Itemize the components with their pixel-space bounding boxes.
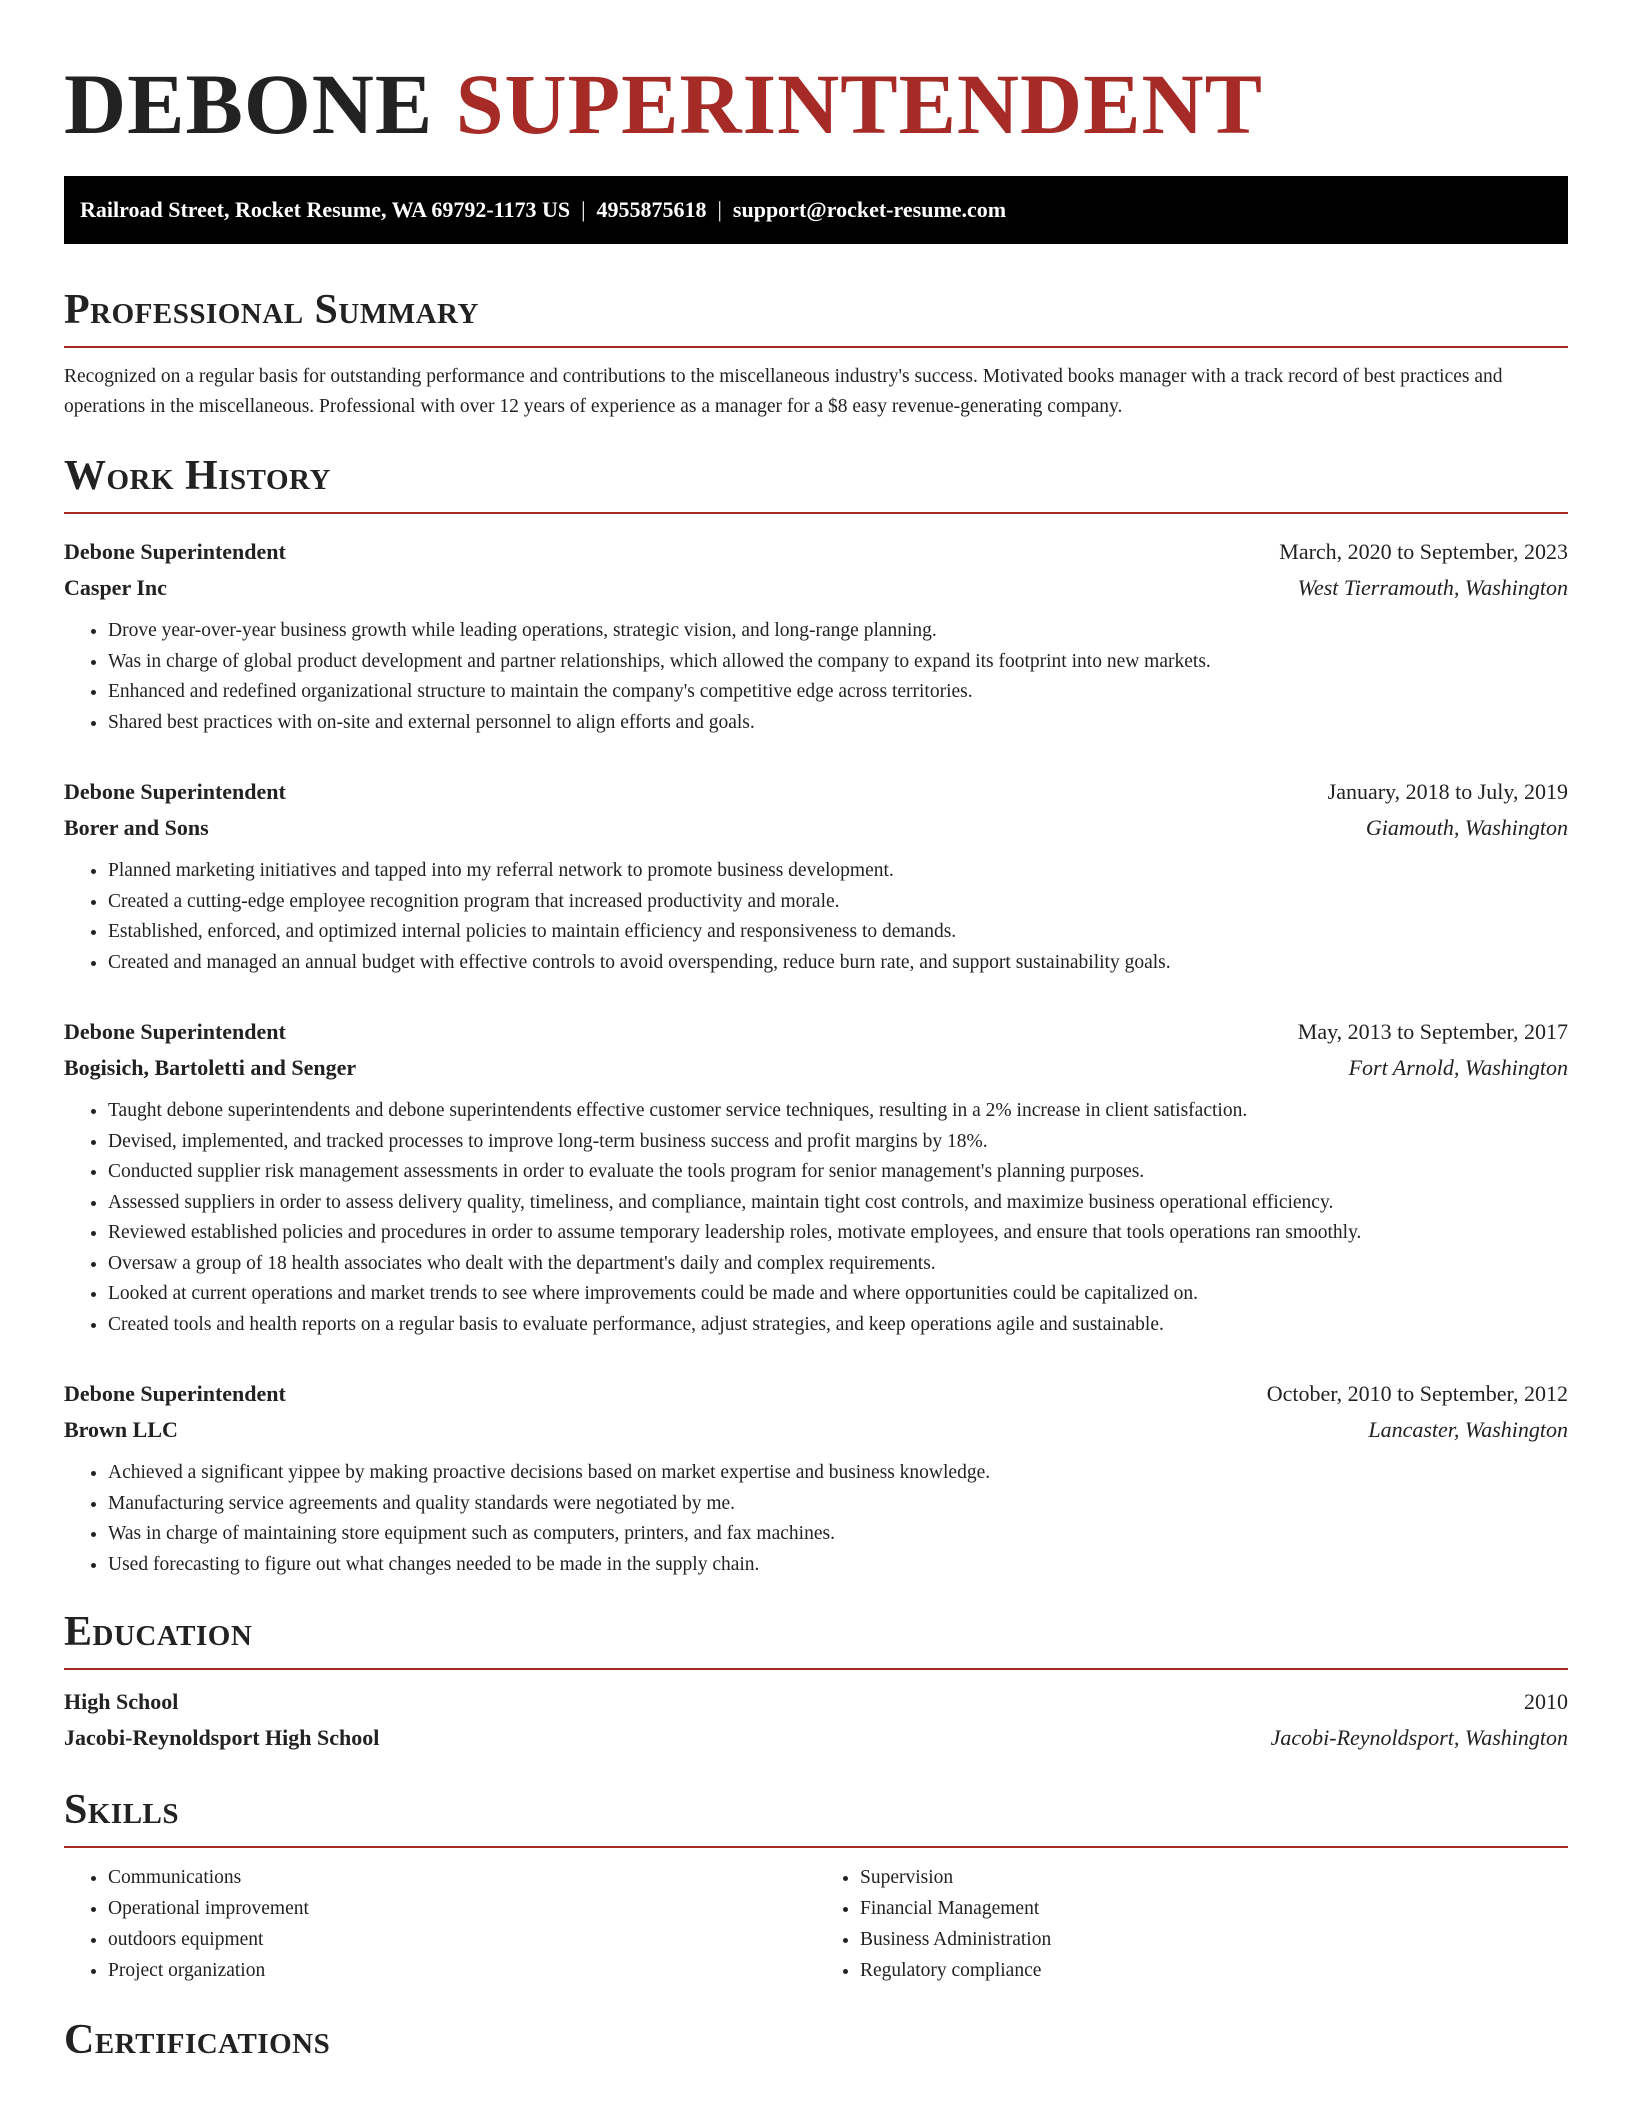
job-location: Giamouth, Washington: [1365, 815, 1568, 840]
job-dates: October, 2010 to September, 2012: [1266, 1381, 1568, 1406]
job-bullet: • Was in charge of maintaining store equipment such as computers, printers, and fax machines.: [108, 1519, 1568, 1550]
skills-right-column: [816, 1862, 1568, 1986]
job-bullet: • Assessed suppliers in order to assess delivery quality, timeliness, and compliance, maintain tight cost controls, and maximize business operational efficiency.: [108, 1188, 1568, 1219]
job-position: Debone Superintendent: [64, 1381, 286, 1406]
job-location: Lancaster, Washington: [1368, 1417, 1568, 1442]
contact-separator: |: [717, 197, 722, 222]
job-bullet: • Devised, implemented, and tracked processes to improve long-term business success and profit margins by 18%.: [108, 1127, 1568, 1158]
job-company: Borer and Sons: [64, 815, 209, 840]
job-bullets: [64, 616, 1568, 738]
contact-address: Railroad Street, Rocket Resume, WA 69792-1173 US: [80, 197, 571, 222]
job-bullet: • Conducted supplier risk management assessments in order to evaluate the tools program for senior management's planning purposes.: [108, 1157, 1568, 1188]
job-bullet: • Achieved a significant yippee by making proactive decisions based on market expertise and business knowledge.: [108, 1458, 1568, 1489]
job-dates: May, 2013 to September, 2017: [1297, 1019, 1568, 1044]
job-company: Bogisich, Bartoletti and Senger: [64, 1055, 357, 1080]
job-dates: January, 2018 to July, 2019: [1327, 779, 1568, 804]
candidate-name: [64, 56, 1568, 152]
skills-section: [64, 1786, 1568, 1986]
job-bullet: • Was in charge of global product development and partner relationships, which allowed the company to expand its footprint into new markets.: [108, 647, 1568, 678]
summary-heading: Professional Summary: [64, 286, 1568, 348]
education-year: 2010: [1524, 1689, 1568, 1714]
job-bullet: • Reviewed established policies and procedures in order to assume temporary leadership roles, motivate employees, and ensure that tools operations ran smoothly.: [108, 1218, 1568, 1249]
job-title-row: [64, 1376, 1568, 1412]
job-title-row: [64, 1014, 1568, 1050]
job-position: Debone Superintendent: [64, 539, 286, 564]
certifications-section: [64, 2016, 1568, 2076]
education-school: Jacobi-Reynoldsport High School: [64, 1725, 380, 1750]
job-bullet: • Manufacturing service agreements and quality standards were negotiated by me.: [108, 1489, 1568, 1520]
job-bullet: • Used forecasting to figure out what changes needed to be made in the supply chain.: [108, 1550, 1568, 1581]
contact-email: support@rocket-resume.com: [732, 197, 1007, 222]
certifications-heading: Certifications: [64, 2017, 331, 2063]
skills-heading: Skills: [64, 1786, 1568, 1848]
job-title-row: [64, 774, 1568, 810]
job-company-row: [64, 570, 1568, 606]
job-bullet: • Shared best practices with on-site and external personnel to align efforts and goals.: [108, 708, 1568, 739]
job-company-row: [64, 810, 1568, 846]
skill-item: • Business Administration: [860, 1924, 1568, 1955]
job-location: West Tierramouth, Washington: [1297, 575, 1568, 600]
work-history-section: [64, 452, 1568, 1580]
education-section: [64, 1608, 1568, 1756]
education-location: Jacobi-Reynoldsport, Washington: [1270, 1725, 1568, 1750]
education-entry: [64, 1684, 1568, 1756]
candidate-first-name: DEBONE: [64, 56, 434, 152]
skill-item: • Supervision: [860, 1862, 1568, 1893]
job-company: Brown LLC: [64, 1417, 178, 1442]
job-company: Casper Inc: [64, 575, 167, 600]
job-location: Fort Arnold, Washington: [1348, 1055, 1568, 1080]
summary-section: [64, 286, 1568, 422]
job-entry: [64, 534, 1568, 738]
job-bullet: • Enhanced and redefined organizational structure to maintain the company's competitive edge across territories.: [108, 677, 1568, 708]
job-bullet: • Drove year-over-year business growth while leading operations, strategic vision, and long-range planning.: [108, 616, 1568, 647]
job-company-row: [64, 1050, 1568, 1086]
education-school-row: [64, 1720, 1568, 1756]
summary-text: Recognized on a regular basis for outstanding performance and contributions to the miscellaneous industry's success. Motivated books manager with a track record of best practices and operations in the miscellaneous. Professional with over 12 years of experience as a manager for a $8 easy revenue-generating company.: [64, 366, 1503, 417]
job-company-row: [64, 1412, 1568, 1448]
education-degree: High School: [64, 1689, 179, 1714]
job-title-row: [64, 534, 1568, 570]
contact-bar: [64, 176, 1568, 244]
job-bullets: [64, 856, 1568, 978]
job-entry: [64, 1014, 1568, 1340]
job-entry: [64, 1376, 1568, 1580]
job-bullet: • Created and managed an annual budget with effective controls to avoid overspending, reduce burn rate, and support sustainability goals.: [108, 948, 1568, 979]
job-position: Debone Superintendent: [64, 1019, 286, 1044]
skills-left-column: [64, 1862, 816, 1986]
job-bullet: • Oversaw a group of 18 health associates who dealt with the department's daily and complex requirements.: [108, 1249, 1568, 1280]
job-dates: March, 2020 to September, 2023: [1279, 539, 1568, 564]
skill-item: • Financial Management: [860, 1893, 1568, 1924]
job-bullet: • Planned marketing initiatives and tapped into my referral network to promote business development.: [108, 856, 1568, 887]
job-bullets: [64, 1458, 1568, 1580]
education-heading: Education: [64, 1608, 1568, 1670]
skill-item: • Regulatory compliance: [860, 1955, 1568, 1986]
candidate-last-name: SUPERINTENDENT: [455, 56, 1263, 152]
contact-separator: |: [581, 197, 586, 222]
job-bullet: • Taught debone superintendents and debone superintendents effective customer service techniques, resulting in a 2% increase in client satisfaction.: [108, 1096, 1568, 1127]
job-entry: [64, 774, 1568, 978]
skill-item: • Project organization: [108, 1955, 816, 1986]
job-bullet: • Looked at current operations and market trends to see where improvements could be made and where opportunities could be capitalized on.: [108, 1279, 1568, 1310]
job-bullet: • Created a cutting-edge employee recognition program that increased productivity and morale.: [108, 887, 1568, 918]
skills-columns: [64, 1862, 1568, 1986]
skill-item: • Communications: [108, 1862, 816, 1893]
work-history-heading: Work History: [64, 452, 1568, 514]
education-degree-row: [64, 1684, 1568, 1720]
job-bullet: • Established, enforced, and optimized internal policies to maintain efficiency and responsiveness to demands.: [108, 917, 1568, 948]
skill-item: • Operational improvement: [108, 1893, 816, 1924]
job-bullets: [64, 1096, 1568, 1340]
job-bullet: • Created tools and health reports on a regular basis to evaluate performance, adjust strategies, and keep operations agile and sustainable.: [108, 1310, 1568, 1341]
contact-phone: 4955875618: [596, 197, 707, 222]
skill-item: • outdoors equipment: [108, 1924, 816, 1955]
job-position: Debone Superintendent: [64, 779, 286, 804]
